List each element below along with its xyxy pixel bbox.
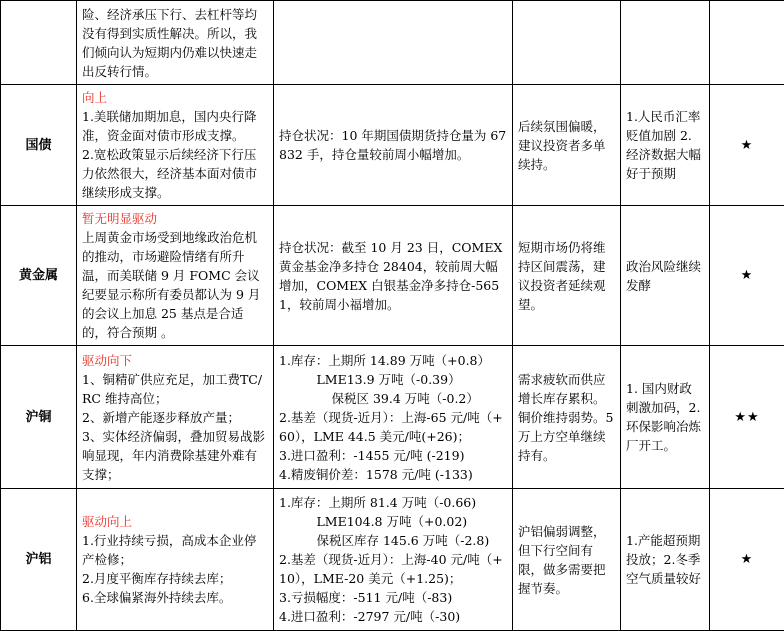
position-text: 1.库存：上期所 81.4 万吨（-0.66) — [279, 493, 507, 512]
position-text: 持仓状况：10 年期国债期货持仓量为 67832 手，持仓量较前周小幅增加。 — [279, 126, 507, 164]
position-text: LME104.8 万吨（+0.02) — [279, 512, 507, 531]
driver-text: 2.宽松政策显示后续经济下行压力依然很大，经济基本面对债市继续形成支撑。 — [82, 145, 268, 202]
driver-text: 3、实体经济偏弱，叠加贸易战影响显现，年内消费除基建外难有支撑； — [82, 427, 268, 484]
position-text: 保税区 39.4 万吨（-0.2） — [279, 389, 507, 408]
position-cell — [274, 489, 513, 631]
rating-stars: ★ — [710, 206, 784, 346]
position-text: 3.亏损幅度：-511 元/吨（-83) — [279, 588, 507, 607]
driver-text: 1、铜精矿供应充足，加工费TC/RC 维持高位； — [82, 370, 268, 408]
table-row — [1, 85, 784, 206]
driver-logic-cell — [77, 85, 274, 206]
commodity-name: 沪铝 — [1, 489, 77, 631]
driver-direction: 驱动向下 — [82, 351, 268, 370]
driver-text: 6.全球偏紧海外持续去库。 — [82, 588, 268, 607]
driver-logic-cell — [77, 206, 274, 346]
commodity-name — [1, 1, 77, 85]
position-cell — [274, 346, 513, 489]
commodity-name: 黄金属 — [1, 206, 77, 346]
driver-text: 1.美联储加期加息，国内央行降准，资金面对债市形成支撑。 — [82, 107, 268, 145]
rating-stars — [710, 1, 784, 85]
driver-text: 1.行业持续亏损，高成本企业停产检修； — [82, 531, 268, 569]
risk-cell: 1.产能超预期投放；2.冬季空气质量较好 — [621, 489, 710, 631]
driver-logic-cell — [77, 1, 274, 85]
position-text: 4.精废铜价差：1578 元/吨 (-133) — [279, 465, 507, 484]
risk-cell: 1.人民币汇率贬值加剧 2.经济数据大幅好于预期 — [621, 85, 710, 206]
position-text: 保税区库存 145.6 万吨（-2.8) — [279, 531, 507, 550]
position-cell — [274, 1, 513, 85]
driver-text: 上周黄金市场受到地缘政治危机的推动，市场避险情绪有所升温，而美联储 9 月 FOMC 会议纪要显示称所有委员都认为 9 月的会议上加息 25 基点是合适的，符合预期 。 — [82, 228, 268, 342]
position-text: 持仓状况：截至 10 月 23 日，COMEX 黄金基金净多持仓 28404，较前周大幅增加，COMEX 白银基金净多持仓-5651，较前周小福增加。 — [279, 238, 507, 314]
risk-cell: 政治风险继续发酵 — [621, 206, 710, 346]
strategy-cell: 后续氛围偏暖，建议投资者多单续持。 — [513, 85, 621, 206]
position-text: 4.进口盈利：-2797 元/吨（-30) — [279, 607, 507, 626]
strategy-cell: 短期市场仍将维持区间震荡，建议投资者延续观望。 — [513, 206, 621, 346]
driver-text: 险、经济承压下行、去杠杆等均没有得到实质性解决。所以，我们倾向认为短期内仍难以快速走出反转行情。 — [82, 5, 268, 81]
rating-stars: ★ — [710, 85, 784, 206]
position-text: LME13.9 万吨（-0.39） — [279, 370, 507, 389]
driver-logic-cell — [77, 489, 274, 631]
position-text: 1.库存：上期所 14.89 万吨（+0.8） — [279, 351, 507, 370]
position-cell — [274, 206, 513, 346]
strategy-cell — [513, 1, 621, 85]
position-text: 2.基差（现货-近月）：上海-40 元/吨（+10），LME-20 美元（+1.25)； — [279, 550, 507, 588]
table-row — [1, 1, 784, 85]
driver-text: 2、新增产能逐步释放产量； — [82, 408, 268, 427]
table-row — [1, 346, 784, 489]
table-row — [1, 206, 784, 346]
rating-stars: ★★ — [710, 346, 784, 489]
driver-direction: 向上 — [82, 88, 268, 107]
driver-direction: 暂无明显驱动 — [82, 209, 268, 228]
risk-cell — [621, 1, 710, 85]
driver-direction: 驱动向上 — [82, 512, 268, 531]
position-text: 2.基差（现货-近月）：上海-65 元/吨（+60），LME 44.5 美元/吨(+26)； — [279, 408, 507, 446]
table-row — [1, 489, 784, 631]
strategy-cell: 沪铝偏弱调整，但下行空间有限，做多需要把握节奏。 — [513, 489, 621, 631]
risk-cell: 1. 国内财政刺激加码，2.环保影响冶炼厂开工。 — [621, 346, 710, 489]
rating-stars: ★ — [710, 489, 784, 631]
position-cell — [274, 85, 513, 206]
commodity-name: 沪铜 — [1, 346, 77, 489]
driver-text: 2.月度平衡库存持续去库； — [82, 569, 268, 588]
commodity-name: 国债 — [1, 85, 77, 206]
strategy-cell: 需求疲软而供应增长库存累积。铜价维持弱势。5 万上方空单继续持有。 — [513, 346, 621, 489]
driver-logic-cell — [77, 346, 274, 489]
position-text: 3.进口盈利：-1455 元/吨 (-219) — [279, 446, 507, 465]
